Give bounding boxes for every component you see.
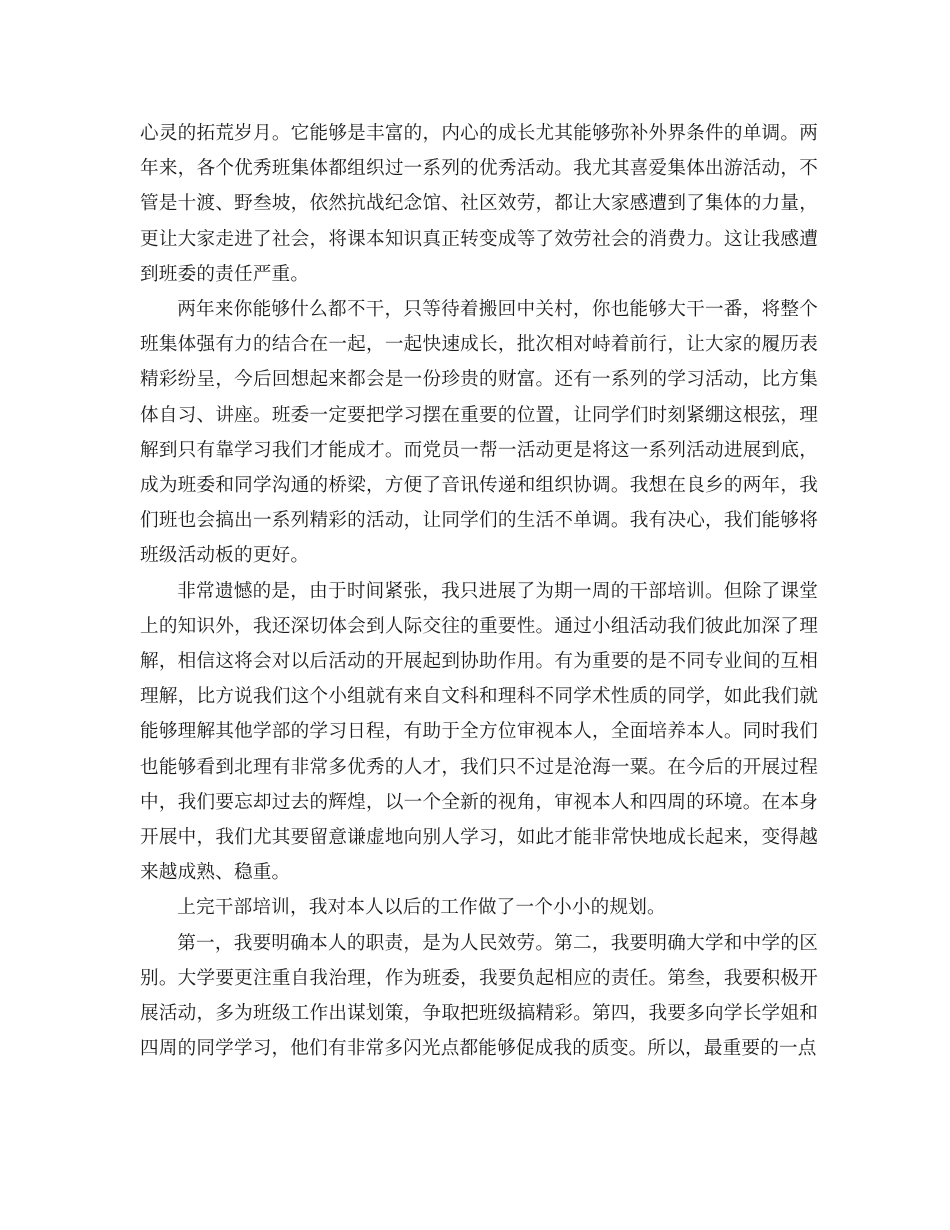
paragraph-5: 第一，我要明确本人的职责，是为人民效劳。第二，我要明确大学和中学的区别。大学要更注重自我治理，作为班委，我要负起相应的责任。第叁，我要积极开展活动，多为班级工作出谋划策，争取把班级搞精彩。第四，我要多向学长学姐和四周的同学学习，他们有非常多闪光点都能够促成我的质变。所以，最重要的一点 <box>140 932 818 1060</box>
paragraph-4: 上完干部培训，我对本人以后的工作做了一个小小的规划。 <box>177 897 666 919</box>
paragraph-2: 两年来你能够什么都不干，只等待着搬回中关村，你也能够大干一番，将整个班集体强有力的结合在一起，一起快速成长，批次相对峙着前行，让大家的履历表精彩纷呈，今后回想起来都会是一份珍贵的财富。还有一系列的学习活动，比方集体自习、讲座。班委一定要把学习摆在重要的位置，让同学们时刻紧绷这根弦，理解到只有靠学习我们才能成才。而党员一帮一活动更是将这一系列活动进展到底，成为班委和同学沟通的桥梁，方便了音讯传递和组织协调。我想在良乡的两年，我们班也会搞出一系列精彩的活动，让同学们的生活不单调。我有决心，我们能够将班级活动板的更好。 <box>140 299 818 567</box>
document-body <box>140 116 818 1066</box>
paragraph-3: 非常遗憾的是，由于时间紧张，我只进展了为期一周的干部培训。但除了课堂上的知识外，我还深切体会到人际交往的重要性。通过小组活动我们彼此加深了理解，相信这将会对以后活动的开展起到协助作用。有为重要的是不同专业间的互相理解，比方说我们这个小组就有来自文科和理科不同学术性质的同学，如此我们就能够理解其他学部的学习日程，有助于全方位审视本人，全面培养本人。同时我们也能够看到北理有非常多优秀的人才，我们只不过是沧海一粟。在今后的开展过程中，我们要忘却过去的辉煌，以一个全新的视角，审视本人和四周的环境。在本身开展中，我们尤其要留意谦虚地向别人学习，如此才能非常快地成长起来，变得越来越成熟、稳重。 <box>140 580 818 884</box>
paragraph-1: 心灵的拓荒岁月。它能够是丰富的，内心的成长尤其能够弥补外界条件的单调。两年来，各个优秀班集体都组织过一系列的优秀活动。我尤其喜爱集体出游活动，不管是十渡、野叁坡，依然抗战纪念馆、社区效劳，都让大家感遭到了集体的力量，更让大家走进了社会，将课本知识真正转变成等了效劳社会的消费力。这让我感遭到班委的责任严重。 <box>140 123 818 285</box>
